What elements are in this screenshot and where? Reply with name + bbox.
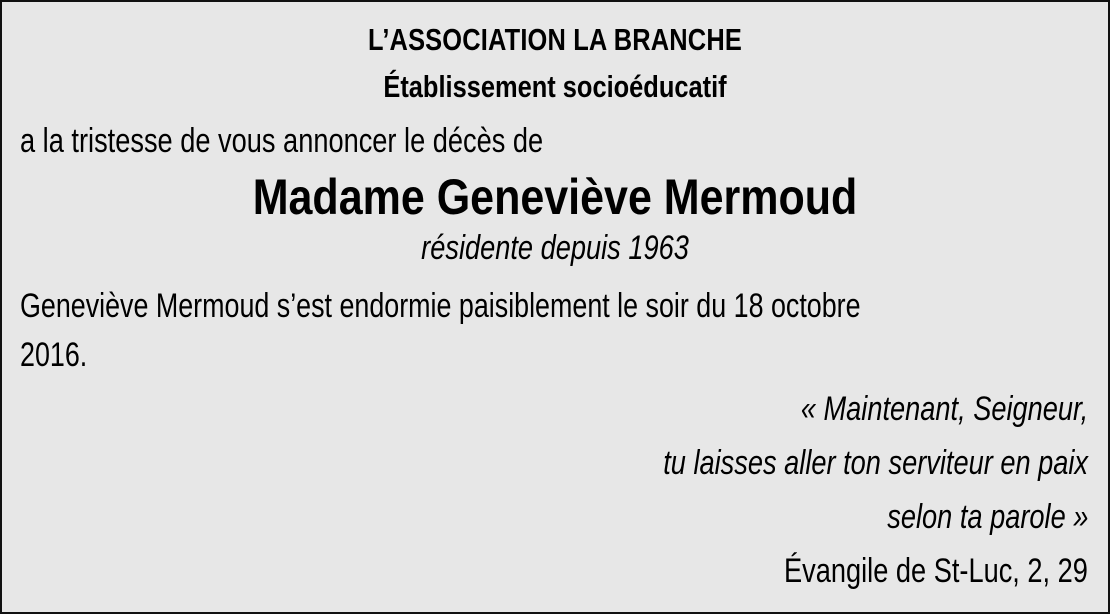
organization-subtitle: Établissement socioéducatif: [383, 69, 727, 104]
quote-line-1: « Maintenant, Seigneur,: [800, 390, 1088, 428]
deceased-name: Madame Geneviève Mermoud: [252, 169, 858, 225]
quote-line-3: selon ta parole »: [886, 498, 1088, 536]
quote-source: Évangile de St-Luc, 2, 29: [784, 552, 1088, 590]
quote-line-2: tu laisses aller ton serviteur en paix: [663, 444, 1088, 482]
announcement-intro: a la tristesse de vous annoncer le décès de: [20, 122, 544, 160]
resident-since: résidente depuis 1963: [421, 229, 689, 267]
message-line-2: 2016.: [20, 336, 88, 374]
organization-name: L’ASSOCIATION LA BRANCHE: [368, 22, 742, 57]
message-line-1: Geneviève Mermoud s’est endormie paisiblement le soir du 18 octobre: [20, 287, 861, 325]
